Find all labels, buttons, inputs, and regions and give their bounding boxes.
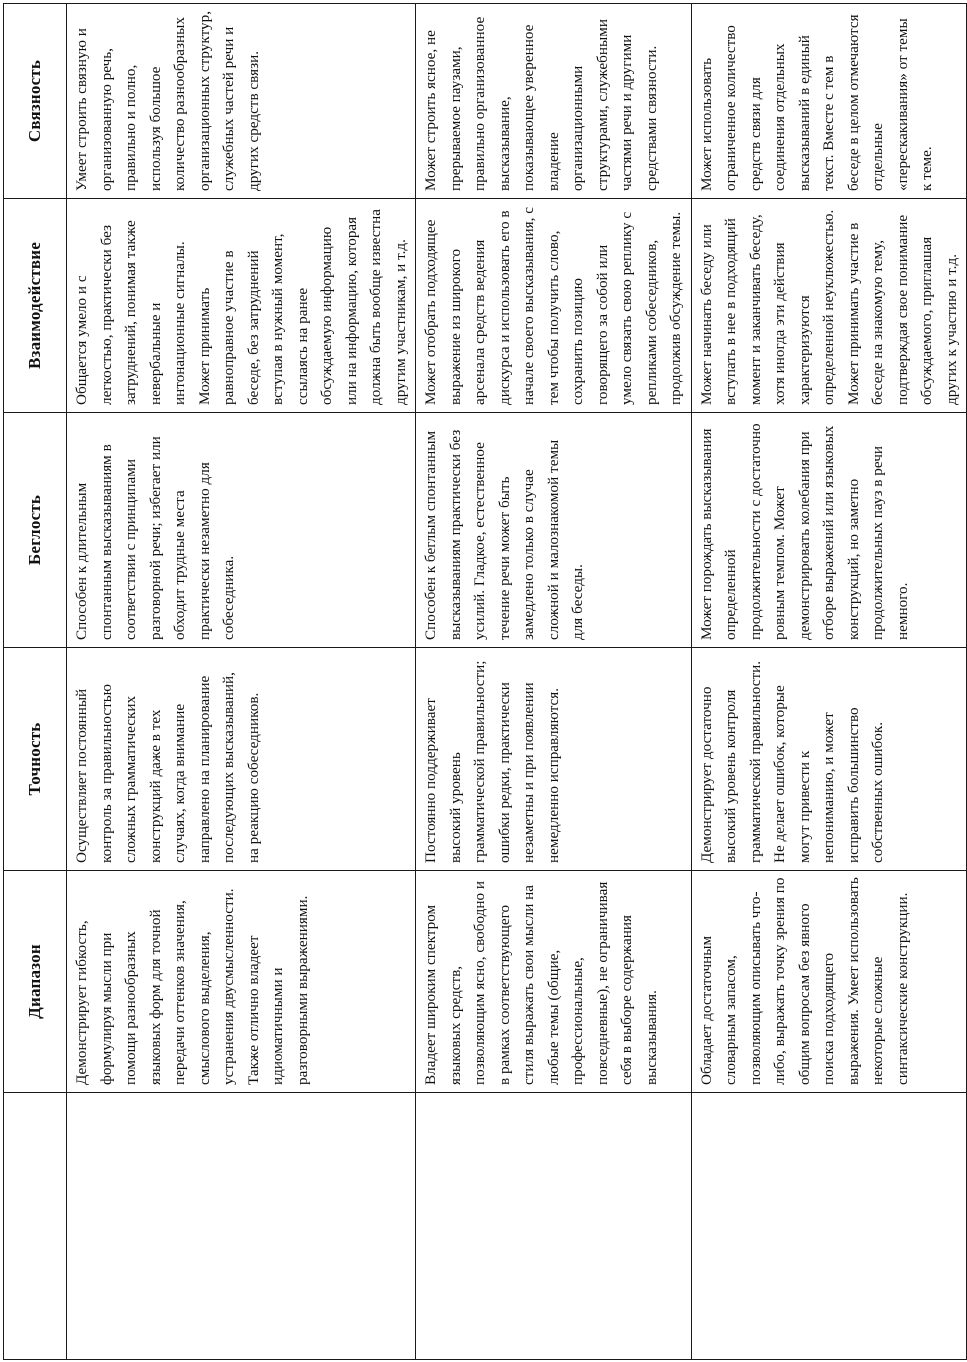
cell-range: Демонстрирует гибкость, формулируя мысли при помощи разнообразных языковых форм для точной передачи оттенков значения, смыслового выделения, устранения двусмысленности. Также отлично владеет идиоматичными и разговорными выражениями.	[67, 871, 416, 1093]
level-cell	[416, 1093, 692, 1360]
cell-range: Владеет широким спектром языковых средств, позволяющим ясно, свободно и в рамках соответствующего стиля выражать свои мысли на любые темы (общие, профессиональные, повседневные), не ограничивая себя в выборе содержания высказывания.	[416, 871, 692, 1093]
header-row	[4, 4, 67, 1360]
header-range: Диапазон	[4, 871, 67, 1093]
table-row	[416, 4, 692, 1360]
cell-interaction: Может начинать беседу или вступать в нее в подходящий момент и заканчивать беседу, хотя иногда эти действия характеризуются определенной неуклюжестью. Может принимать участие в беседе на знакомую тему, подтверждая свое понимание обсуждаемого, приглашая других к участию и т.д.	[691, 199, 967, 413]
cell-fluency: Может порождать высказывания определенной продолжительности с достаточно ровным темпом. Может демонстрировать колебания при отборе выражений или языковых конструкций, но заметно продолжительных пауз в речи немного.	[691, 413, 967, 648]
header-accuracy: Точность	[4, 648, 67, 871]
speaking-criteria-table	[3, 3, 967, 1360]
cell-fluency: Способен к длительным спонтанным высказываниям в соответствии с принципами разговорной речи; избегает или обходит трудные места практически незаметно для собеседника.	[67, 413, 416, 648]
cell-accuracy: Демонстрирует достаточно высокий уровень контроля грамматической правильности. Не делает ошибок, которые могут привести к непониманию, и может исправить большинство собственных ошибок.	[691, 648, 967, 871]
cell-range: Обладает достаточным словарным запасом, позволяющим описывать что-либо, выражать точку зрения по общим вопросам без явного поиска подходящего выражения. Умеет использовать некоторые сложные синтаксические конструкции.	[691, 871, 967, 1093]
cell-accuracy: Осуществляет постоянный контроль за правильностью сложных грамматических конструкций даже в тех случаях, когда внимание направлено на планирование последующих высказываний, на реакцию собеседников.	[67, 648, 416, 871]
level-cell	[67, 1093, 416, 1360]
cell-interaction: Может отобрать подходящее выражение из широкого арсенала средств ведения дискурса и использовать его в начале своего высказывания, с тем чтобы получить слово, сохранить позицию говорящего за собой или умело связать свою реплику с репликами собеседников, продолжив обсуждение темы.	[416, 199, 692, 413]
header-interaction: Взаимодействие	[4, 199, 67, 413]
header-coherence: Связность	[4, 4, 67, 199]
table-row	[691, 4, 967, 1360]
cell-interaction: Общается умело и с легкостью, практически без затруднений, понимая также невербальные и интонационные сигналы. Может принимать равноправное участие в беседе, без затруднений вступая в нужный момент, ссылаясь на ранее обсуждаемую информацию или на информацию, которая должна быть вообще известна другим участникам, и т.д.	[67, 199, 416, 413]
blank-header-cell	[4, 1093, 67, 1360]
table-row	[67, 4, 416, 1360]
header-fluency: Беглость	[4, 413, 67, 648]
cell-coherence: Умеет строить связную и организованную речь, правильно и полно, используя большое количество разнообразных организационных структур, служебных частей речи и других средств связи.	[67, 4, 416, 199]
cell-accuracy: Постоянно поддерживает высокий уровень грамматической правильности; ошибки редки, практически незаметны и при появлении немедленно исправляются.	[416, 648, 692, 871]
cell-fluency: Способен к беглым спонтанным высказываниям практически без усилий. Гладкое, естественное течение речи может быть замедлено только в случае сложной и малознакомой темы для беседы.	[416, 413, 692, 648]
cell-coherence: Может использовать ограниченное количество средств связи для соединения отдельных высказываний в единый текст. Вместе с тем в беседе в целом отмечаются отдельные «перескакивания» от темы к теме.	[691, 4, 967, 199]
cell-coherence: Может строить ясное, не прерываемое паузами, правильно организованное высказывание, показывающее уверенное владение организационными структурами, служебными частями речи и другими средствами связности.	[416, 4, 692, 199]
level-cell	[691, 1093, 967, 1360]
